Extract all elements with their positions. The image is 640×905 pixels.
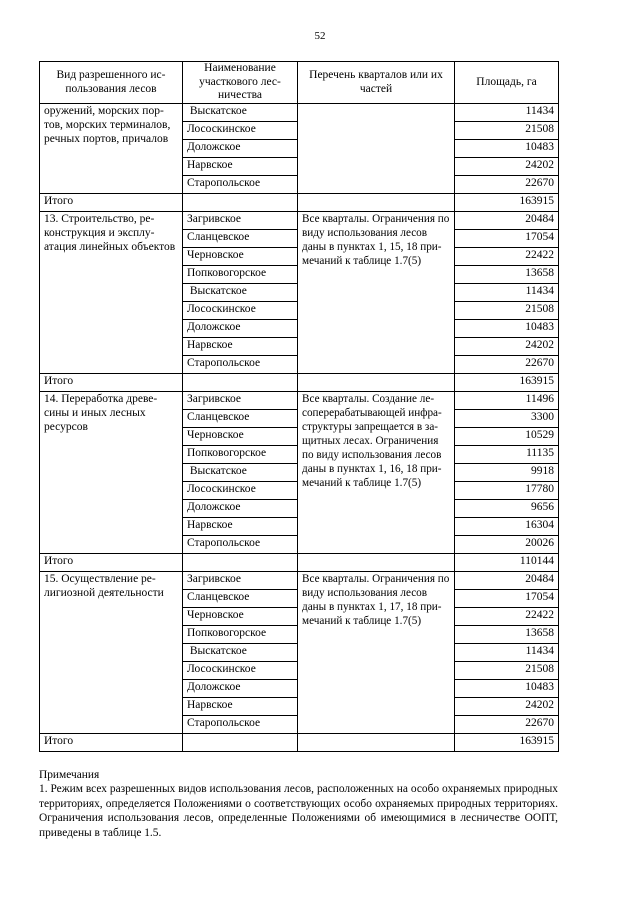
header-quarters: Перечень кварталов или их частей bbox=[298, 62, 455, 104]
notes-title: Примечания bbox=[39, 769, 100, 781]
area-cell: 17780 bbox=[455, 482, 559, 500]
forestry-cell: Старопольское bbox=[183, 356, 298, 374]
total-row bbox=[40, 734, 559, 752]
forestry-cell: Загривское bbox=[183, 572, 298, 590]
forestry-cell: Нарвское bbox=[183, 338, 298, 356]
forestry-cell: Черновское bbox=[183, 248, 298, 266]
empty-cell bbox=[183, 734, 298, 752]
table-row bbox=[40, 212, 559, 230]
area-cell: 10529 bbox=[455, 428, 559, 446]
notes bbox=[39, 768, 558, 840]
empty-cell bbox=[183, 374, 298, 392]
area-cell: 11496 bbox=[455, 392, 559, 410]
area-cell: 20026 bbox=[455, 536, 559, 554]
forestry-cell: Лососкинское bbox=[183, 302, 298, 320]
forestry-cell: Попковогорское bbox=[183, 266, 298, 284]
forestry-cell: Лососкинское bbox=[183, 122, 298, 140]
area-cell: 24202 bbox=[455, 338, 559, 356]
total-area: 163915 bbox=[455, 374, 559, 392]
forestry-cell: Доложское bbox=[183, 320, 298, 338]
area-cell: 9656 bbox=[455, 500, 559, 518]
area-cell: 9918 bbox=[455, 464, 559, 482]
area-cell: 24202 bbox=[455, 698, 559, 716]
forestry-cell: Лососкинское bbox=[183, 482, 298, 500]
forestry-cell: Старопольское bbox=[183, 176, 298, 194]
forestry-cell: Нарвское bbox=[183, 698, 298, 716]
total-area: 110144 bbox=[455, 554, 559, 572]
forestry-cell: Старопольское bbox=[183, 536, 298, 554]
area-cell: 21508 bbox=[455, 662, 559, 680]
forestry-cell: Выскатское bbox=[183, 104, 298, 122]
area-cell: 11434 bbox=[455, 644, 559, 662]
forestry-cell: Выскатское bbox=[183, 644, 298, 662]
total-label: Итого bbox=[40, 374, 183, 392]
area-cell: 10483 bbox=[455, 140, 559, 158]
table-header-row bbox=[40, 62, 559, 104]
area-cell: 22670 bbox=[455, 356, 559, 374]
notes-text: 1. Режим всех разрешенных видов использования лесов, расположенных на особо охраняемых природных территориях, определяется Положениями о соответствующих особо охраняемых природных территориях. Ограничения использования лесов, определенные Положениями об имеющимися в лесничестве ООПТ, приведены в таблице 1.5. bbox=[39, 783, 558, 839]
area-cell: 11434 bbox=[455, 104, 559, 122]
area-cell: 24202 bbox=[455, 158, 559, 176]
forestry-cell: Черновское bbox=[183, 428, 298, 446]
forestry-cell: Доложское bbox=[183, 140, 298, 158]
forestry-cell: Загривское bbox=[183, 392, 298, 410]
forestry-cell: Сланцевское bbox=[183, 230, 298, 248]
table-row bbox=[40, 572, 559, 590]
use-type-cell: 14. Переработка древесины и иных лесных ресурсов bbox=[40, 392, 183, 554]
area-cell: 16304 bbox=[455, 518, 559, 536]
total-area: 163915 bbox=[455, 734, 559, 752]
total-row bbox=[40, 554, 559, 572]
area-cell: 11135 bbox=[455, 446, 559, 464]
forestry-cell: Выскатское bbox=[183, 464, 298, 482]
forestry-cell: Доложское bbox=[183, 680, 298, 698]
use-type-cell: оружений, морских портов, морских терминалов, речных портов, причалов bbox=[40, 104, 183, 194]
total-label: Итого bbox=[40, 194, 183, 212]
area-cell: 22670 bbox=[455, 176, 559, 194]
forestry-cell: Выскатское bbox=[183, 284, 298, 302]
area-cell: 11434 bbox=[455, 284, 559, 302]
area-cell: 13658 bbox=[455, 266, 559, 284]
forestry-cell: Загривское bbox=[183, 212, 298, 230]
area-cell: 21508 bbox=[455, 122, 559, 140]
table-row bbox=[40, 104, 559, 122]
use-type-cell: 15. Осуществление религиозной деятельности bbox=[40, 572, 183, 734]
forestry-cell: Черновское bbox=[183, 608, 298, 626]
forest-use-table bbox=[39, 61, 559, 752]
area-cell: 17054 bbox=[455, 590, 559, 608]
quarters-cell: Все кварталы. Ограничения по виду использования лесов даны в пунктах 1, 15, 18 примечаний к таблице 1.7(5) bbox=[298, 212, 455, 374]
forestry-cell: Сланцевское bbox=[183, 590, 298, 608]
table-body bbox=[40, 104, 559, 752]
total-row bbox=[40, 374, 559, 392]
header-forestry: Наименование участкового лесничества bbox=[183, 62, 298, 104]
forestry-cell: Сланцевское bbox=[183, 410, 298, 428]
area-cell: 10483 bbox=[455, 680, 559, 698]
empty-cell bbox=[183, 194, 298, 212]
total-row bbox=[40, 194, 559, 212]
header-use-type: Вид разрешенного использования лесов bbox=[40, 62, 183, 104]
page-number: 52 bbox=[314, 30, 326, 42]
area-cell: 17054 bbox=[455, 230, 559, 248]
area-cell: 10483 bbox=[455, 320, 559, 338]
area-cell: 22422 bbox=[455, 248, 559, 266]
empty-cell bbox=[298, 554, 455, 572]
empty-cell bbox=[298, 734, 455, 752]
forestry-cell: Попковогорское bbox=[183, 446, 298, 464]
forestry-cell: Лососкинское bbox=[183, 662, 298, 680]
quarters-cell: Все кварталы. Ограничения по виду использования лесов даны в пунктах 1, 17, 18 примечаний к таблице 1.7(5) bbox=[298, 572, 455, 734]
total-label: Итого bbox=[40, 554, 183, 572]
table-row bbox=[40, 392, 559, 410]
empty-cell bbox=[298, 374, 455, 392]
empty-cell bbox=[183, 554, 298, 572]
quarters-cell: Все кварталы. Создание лесоперерабатывающей инфраструктуры запрещается в защитных лесах. Ограничения по виду использования лесов даны в пунктах 1, 16, 18 примечаний к таблице 1.7(5) bbox=[298, 392, 455, 554]
quarters-cell bbox=[298, 104, 455, 194]
use-type-cell: 13. Строительство, реконструкция и эксплуатация линейных объектов bbox=[40, 212, 183, 374]
area-cell: 22670 bbox=[455, 716, 559, 734]
total-area: 163915 bbox=[455, 194, 559, 212]
forestry-cell: Старопольское bbox=[183, 716, 298, 734]
forestry-cell: Доложское bbox=[183, 500, 298, 518]
forestry-cell: Нарвское bbox=[183, 158, 298, 176]
area-cell: 3300 bbox=[455, 410, 559, 428]
area-cell: 22422 bbox=[455, 608, 559, 626]
forestry-cell: Попковогорское bbox=[183, 626, 298, 644]
total-label: Итого bbox=[40, 734, 183, 752]
area-cell: 13658 bbox=[455, 626, 559, 644]
area-cell: 21508 bbox=[455, 302, 559, 320]
header-area: Площадь, га bbox=[455, 62, 559, 104]
area-cell: 20484 bbox=[455, 212, 559, 230]
area-cell: 20484 bbox=[455, 572, 559, 590]
forestry-cell: Нарвское bbox=[183, 518, 298, 536]
empty-cell bbox=[298, 194, 455, 212]
